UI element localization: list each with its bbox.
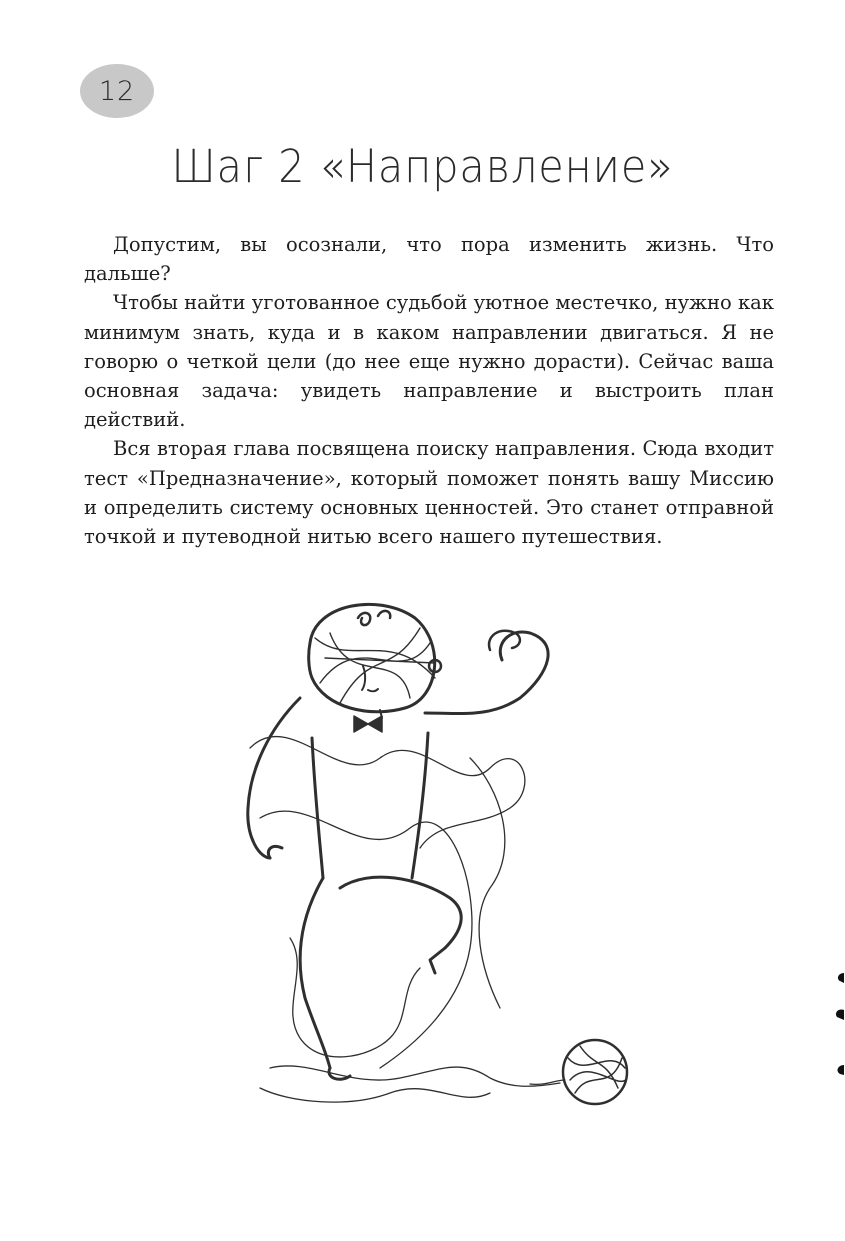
page-edge-marks-icon [828, 965, 845, 1080]
tangled-thread-man-with-yarn-ball-icon [230, 588, 640, 1118]
page-number: 12 [98, 75, 136, 107]
paragraph-3: Вся вторая глава посвящена поиску направления. Сюда входит тест «Предназначение», который поможет понять вашу Миссию и определить систему основных ценностей. Это станет отправной точкой и путеводной нитью всего нашего путешествия. [84, 437, 774, 549]
chapter-title: Шаг 2 «Направление» [171, 140, 674, 193]
paragraph-1: Допустим, вы осознали, что пора изменить жизнь. Что дальше? [84, 233, 774, 286]
page-number-badge [80, 64, 154, 118]
body-text [84, 230, 774, 551]
paragraph-2: Чтобы найти уготованное судьбой уютное местечко, нужно как минимум знать, куда и в каком направлении двигаться. Я не говорю о четкой цели (до нее еще нужно дорасти). Сейчас ваша основная задача: увидеть направление и выстроить план действий. [84, 291, 774, 432]
